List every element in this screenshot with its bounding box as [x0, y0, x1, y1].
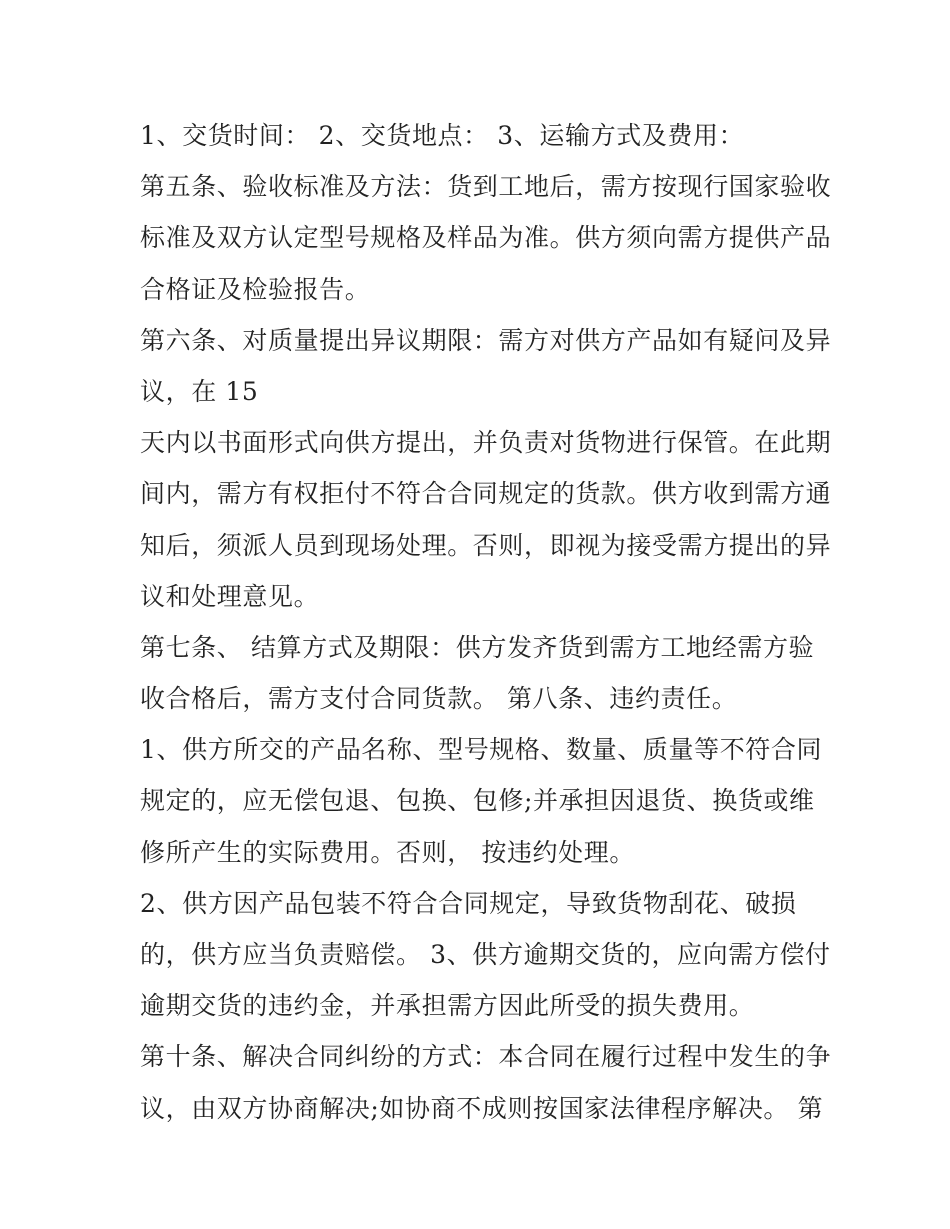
text-line-19: 第十条、解决合同纠纷的方式：本合同在履行过程中发生的争 [140, 1042, 832, 1072]
text-line-13: 1、供方所交的产品名称、型号规格、数量、质量等不符合同 [140, 735, 823, 765]
text-line-3: 标准及双方认定型号规格及样品为准。供方须向需方提供产品 [140, 223, 832, 253]
text-line-4: 合格证及检验报告。 [140, 274, 371, 304]
text-line-1: 1、交货时间： 2、交货地点： 3、运输方式及费用： [140, 121, 745, 150]
text-line-6: 议，在 15 [140, 376, 259, 406]
text-line-10: 议和处理意见。 [140, 581, 320, 611]
text-line-17: 的，供方应当负责赔偿。 3、供方逾期交货的，应向需方偿付 [140, 940, 831, 969]
text-line-14: 规定的，应无偿包退、包换、包修;并承担因退货、换货或维 [140, 786, 815, 816]
text-line-11: 第七条、 结算方式及期限：供方发齐货到需方工地经需方验 [140, 632, 815, 662]
text-line-16: 2、供方因产品包装不符合合同规定，导致货物刮花、破损 [140, 888, 797, 918]
document-body [140, 110, 830, 1134]
text-line-2: 第五条、验收标准及方法：货到工地后，需方按现行国家验收 [140, 172, 832, 202]
text-line-12: 收合格后，需方支付合同货款。 第八条、违约责任。 [140, 684, 738, 714]
text-line-18: 逾期交货的违约金，并承担需方因此所受的损失费用。 [140, 991, 755, 1021]
text-line-8: 间内，需方有权拒付不符合合同规定的货款。供方收到需方通 [140, 479, 832, 509]
text-line-20: 议，由双方协商解决;如协商不成则按国家法律程序解决。 第 [140, 1093, 824, 1123]
text-line-15: 修所产生的实际费用。否则， 按违约处理。 [140, 837, 635, 867]
text-line-9: 知后，须派人员到现场处理。否则，即视为接受需方提出的异 [140, 530, 832, 560]
text-line-7: 天内以书面形式向供方提出，并负责对货物进行保管。在此期 [140, 428, 832, 458]
text-line-5: 第六条、对质量提出异议期限：需方对供方产品如有疑问及异 [140, 325, 832, 355]
